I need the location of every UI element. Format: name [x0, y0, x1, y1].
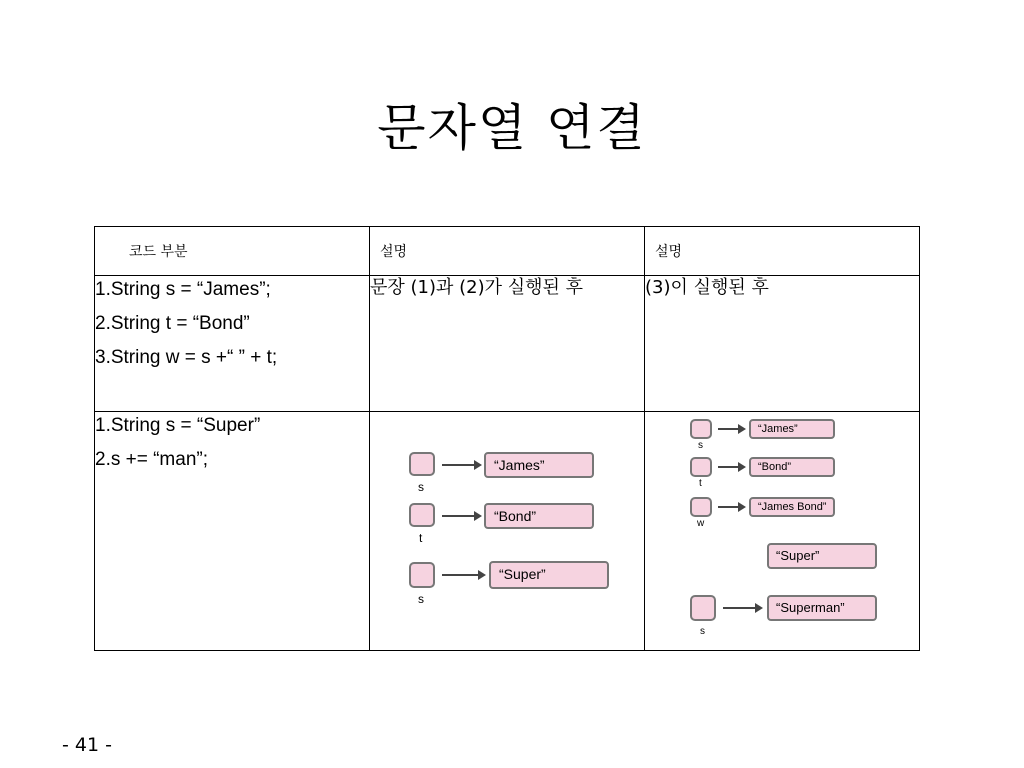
table-row — [95, 412, 920, 651]
reference-box — [690, 419, 712, 439]
string-object: “James Bond” — [749, 497, 835, 517]
string-object: “Superman” — [767, 595, 877, 621]
arrow-icon — [442, 515, 480, 517]
code-line: 1.String s = “James”; — [95, 279, 271, 300]
string-object: “Bond” — [484, 503, 594, 529]
string-object: “James” — [749, 419, 835, 439]
memory-diagram-1 — [370, 412, 645, 651]
code-line: 2.String t = “Bond” — [95, 313, 250, 334]
slide-title: 문자열 연결 — [377, 99, 647, 157]
code-line: 3.String w = s +“ ” + t; — [95, 347, 278, 368]
arrow-icon — [442, 574, 484, 576]
variable-label: s — [418, 480, 424, 494]
table-row — [95, 276, 920, 412]
arrow-icon — [723, 607, 761, 609]
header-desc-1: 설명 — [370, 227, 645, 276]
reference-box — [409, 562, 435, 588]
code-line: 1.String s = “Super” — [95, 415, 261, 436]
arrow-icon — [718, 466, 744, 468]
reference-box — [690, 595, 716, 621]
code-cell — [95, 276, 370, 412]
variable-label: s — [700, 626, 705, 637]
arrow-icon — [718, 506, 744, 508]
header-desc-2: 설명 — [645, 227, 920, 276]
arrow-icon — [718, 428, 744, 430]
reference-box — [409, 503, 435, 527]
code-line: 2.s += “man”; — [95, 449, 208, 470]
variable-label: s — [418, 592, 424, 606]
string-object: “Bond” — [749, 457, 835, 477]
page-number: - 41 - — [62, 734, 112, 756]
reference-box — [690, 497, 712, 517]
comparison-table — [94, 226, 920, 651]
memory-diagram-2 — [645, 412, 920, 651]
description-cell: (3)이 실행된 후 — [645, 276, 920, 412]
string-object: “Super” — [489, 561, 609, 589]
arrow-icon — [442, 464, 480, 466]
variable-label: t — [419, 531, 423, 545]
reference-box — [409, 452, 435, 476]
table-header-row — [95, 227, 920, 276]
variable-label: t — [699, 478, 702, 489]
string-object: “James” — [484, 452, 594, 478]
header-code: 코드 부분 — [95, 227, 370, 276]
variable-label: w — [697, 518, 705, 529]
string-object: “Super” — [767, 543, 877, 569]
variable-label: s — [698, 440, 703, 451]
description-cell: 문장 (1)과 (2)가 실행된 후 — [370, 276, 645, 412]
code-cell — [95, 412, 370, 651]
reference-box — [690, 457, 712, 477]
